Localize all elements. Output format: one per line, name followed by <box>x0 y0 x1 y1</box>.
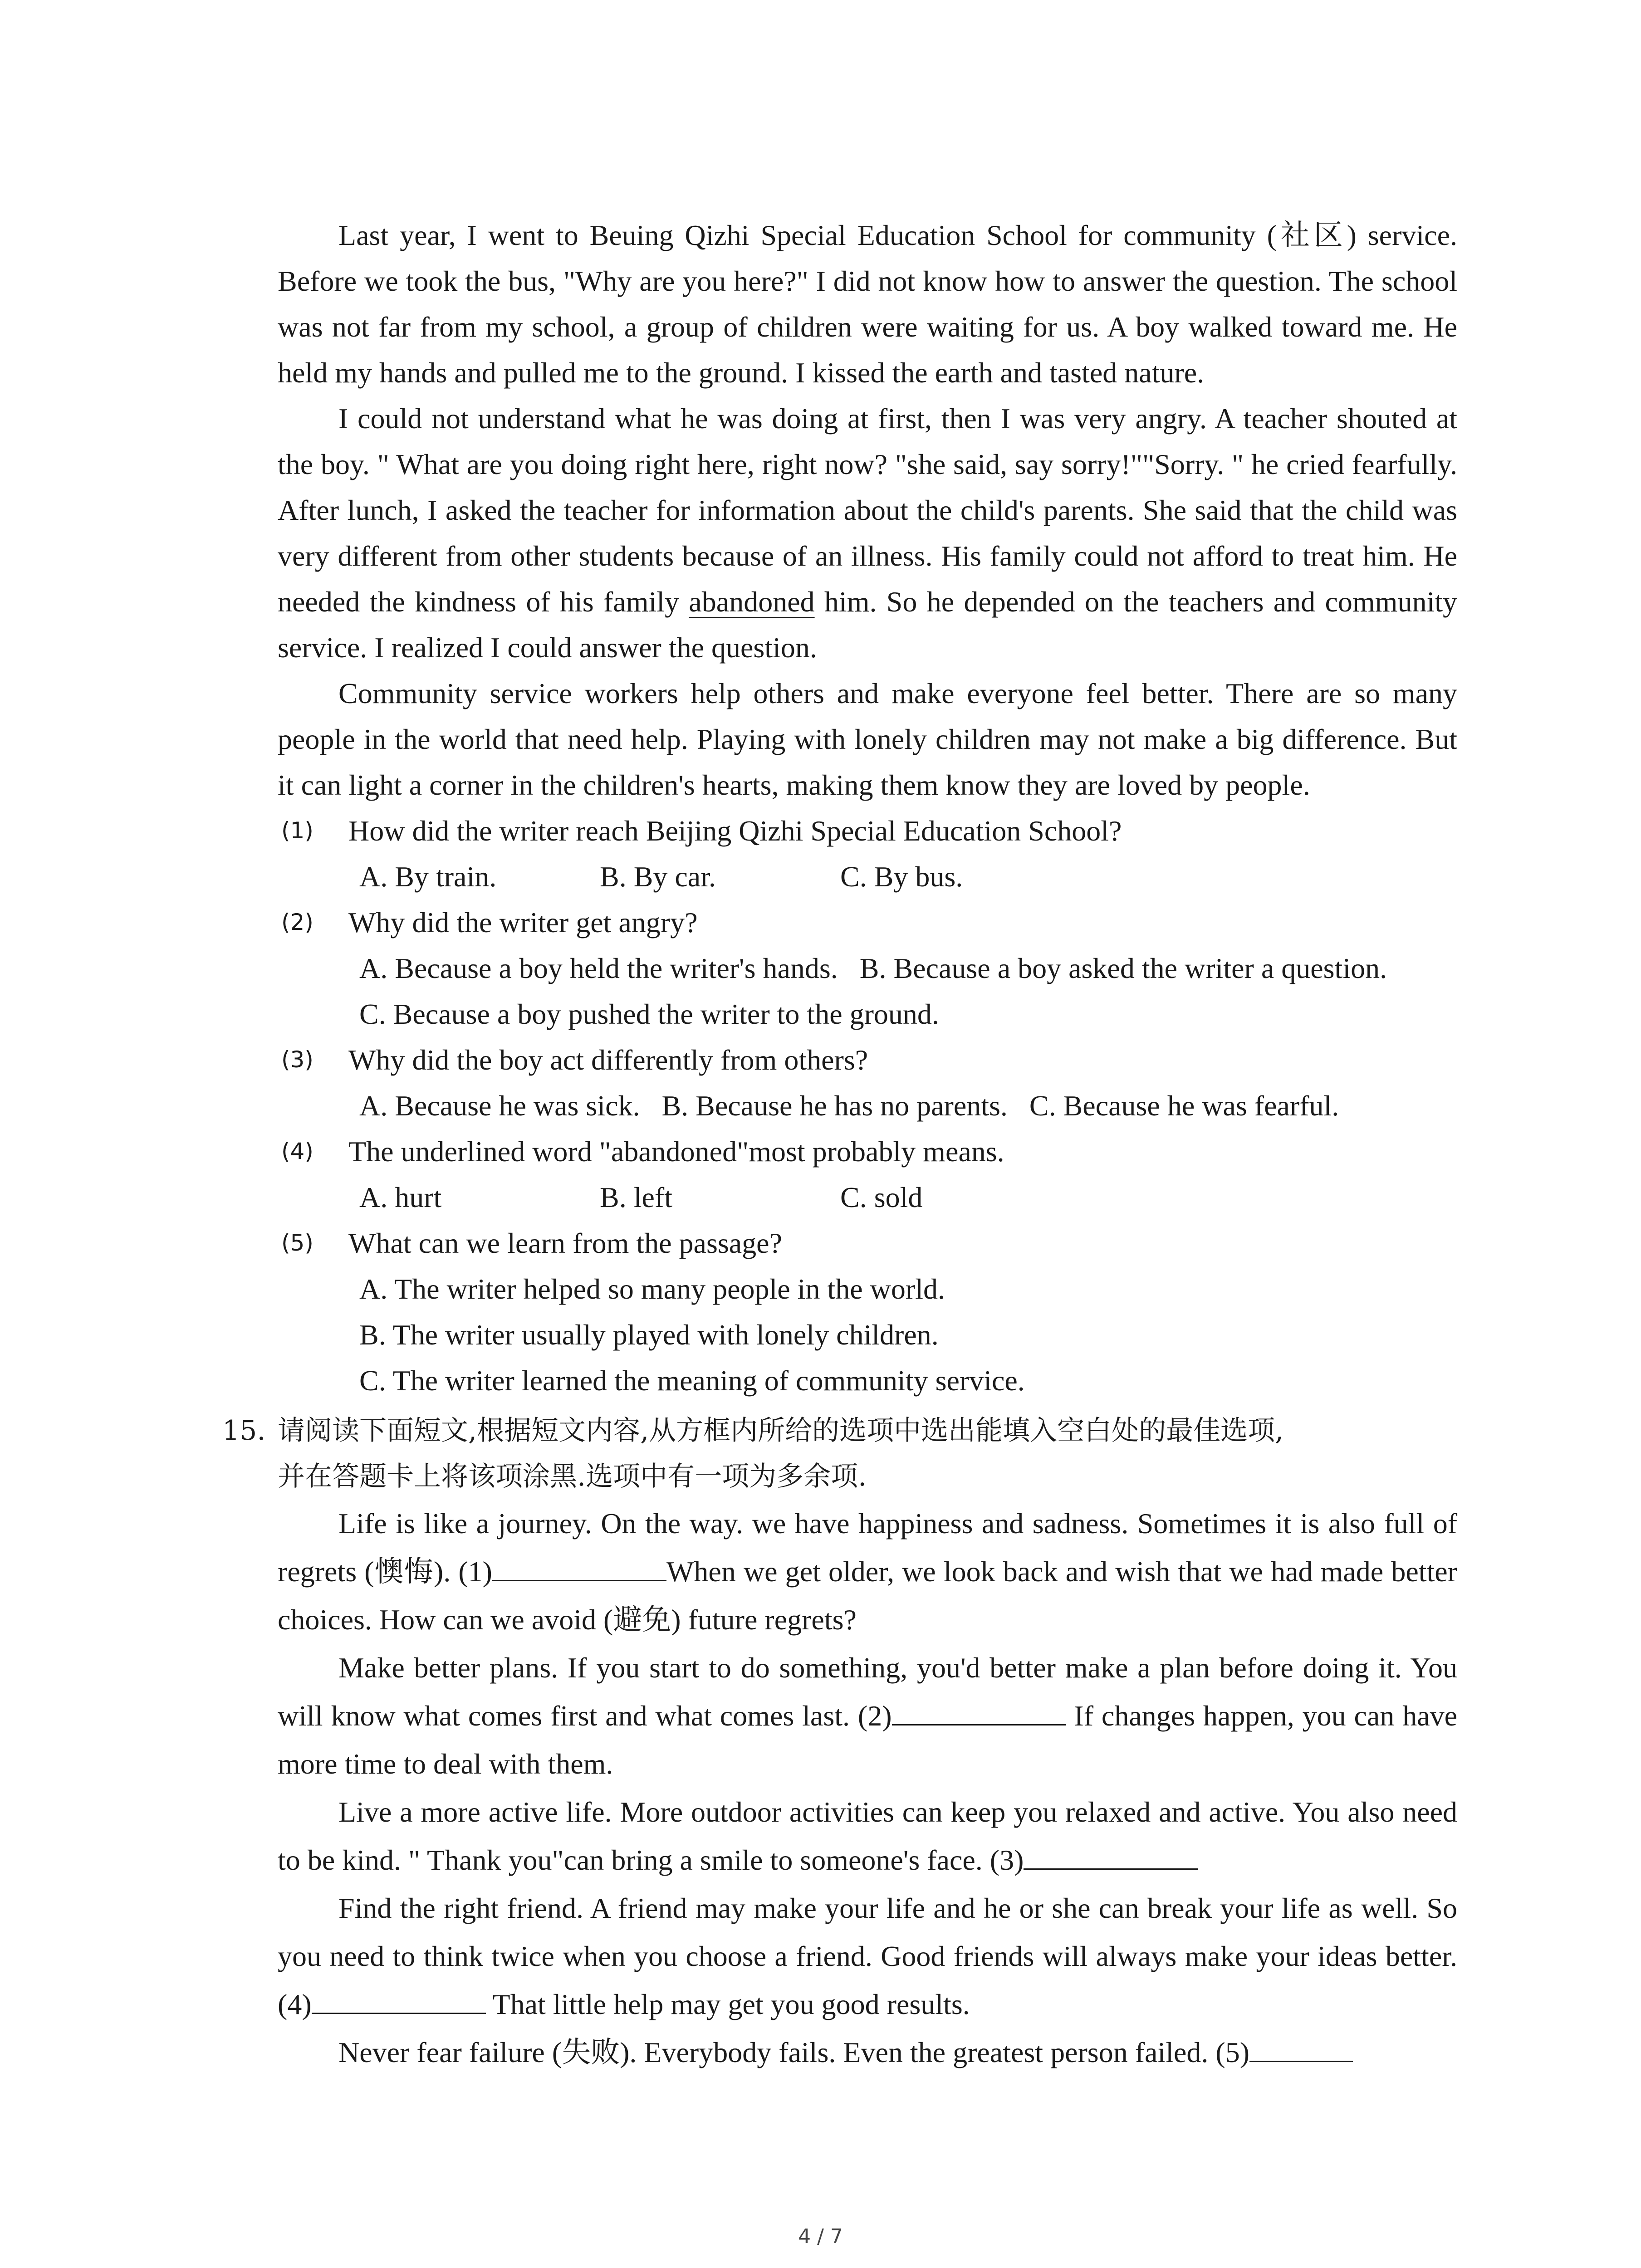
question-1 <box>278 808 1457 854</box>
paragraph-text: Never fear failure (失败). Everybody fails. Even the greatest person failed. (5) <box>338 2036 1250 2068</box>
question-5-option-b: B. The writer usually played with lonely children. <box>359 1319 939 1351</box>
answer-blank-5[interactable] <box>1249 2029 1353 2062</box>
page-content <box>222 212 1458 2077</box>
paragraph-text: Make better plans. If you start to do something, you'd better make a plan before doing it. You will know what comes first and what comes last. (2) <box>278 1652 1457 1732</box>
question-text: The underlined word "abandoned"most probably means. <box>348 1135 1004 1168</box>
option-b: B. Because a boy asked the writer a question. <box>859 952 1387 984</box>
section-15-paragraph-4 <box>278 1884 1457 2028</box>
passage-paragraph-2-start: I could not understand what he was doing at first, then I was very angry. A teacher shouted at the boy. " What are you doing right here, right now? "she said, say sorry!""Sorry. " he cried fearfully. After lunch, I asked the teacher for information about the child's parents. She said that the child was very different from other students because of an illness. His family could not afford to treat him. He needed the kindness of his family <box>278 402 1457 618</box>
question-number: (1) <box>281 817 314 844</box>
question-text: Why did the writer get angry? <box>348 906 698 938</box>
section-15-instruction-line-2: 并在答题卡上将该项涂黑.选项中有一项为多余项. <box>278 1461 867 1492</box>
option-c: C. Because a boy pushed the writer to the ground. <box>359 998 939 1030</box>
question-5-option-c: C. The writer learned the meaning of community service. <box>359 1364 1025 1397</box>
option-a: A. By train. <box>359 860 497 893</box>
section-15-paragraph-5 <box>278 2028 1457 2077</box>
question-4 <box>278 1129 1457 1174</box>
section-15-paragraph-1 <box>278 1500 1457 1644</box>
question-2 <box>278 899 1457 945</box>
passage-paragraph-2 <box>278 396 1457 670</box>
question-number: (3) <box>281 1046 314 1073</box>
page-number: 4 / 7 <box>798 2225 843 2248</box>
underlined-word: abandoned <box>689 586 815 618</box>
paragraph-text: That little help may get you good results. <box>485 1988 970 2020</box>
option-a: A. hurt <box>359 1181 442 1213</box>
question-3-options <box>278 1083 1457 1129</box>
question-number: (5) <box>281 1230 314 1256</box>
answer-blank-1[interactable] <box>492 1548 666 1581</box>
answer-blank-4[interactable] <box>312 1981 486 2014</box>
question-number: (2) <box>281 909 314 935</box>
question-5 <box>278 1220 1457 1266</box>
question-number: (4) <box>281 1138 314 1164</box>
option-c: C. sold <box>840 1181 923 1213</box>
paragraph-text: Life is like a journey. On the way. we have happiness and sadness. Sometimes it is also full of regrets (懊悔). (1) <box>278 1507 1457 1588</box>
option-c: C. By bus. <box>840 860 963 893</box>
answer-blank-3[interactable] <box>1024 1837 1198 1870</box>
section-15-paragraph-2 <box>278 1644 1457 1788</box>
question-5-option-a: A. The writer helped so many people in the world. <box>359 1273 945 1305</box>
question-text: Why did the boy act differently from others? <box>348 1044 868 1076</box>
section-number: 15. <box>222 1415 266 1447</box>
section-15-instruction <box>222 1408 1457 1454</box>
question-2-options-line2 <box>278 991 1457 1037</box>
question-1-options <box>278 854 1457 899</box>
option-c: C. Because he was fearful. <box>1029 1090 1339 1122</box>
question-3 <box>278 1037 1457 1083</box>
paragraph-text: If changes happen, you can have more time to deal with them. <box>278 1700 1458 1780</box>
paragraph-text: When we get older, we look back and wish that we had made better choices. How can we avoid (避免) future regrets? <box>278 1555 1457 1636</box>
passage-paragraph-3: Community service workers help others and make everyone feel better. There are so many people in the world that need help. Playing with lonely children may not make a big difference. But it can light a corner in the children's hearts, making them know they are loved by people. <box>278 677 1457 801</box>
section-15-paragraph-3 <box>278 1788 1457 1884</box>
option-a: A. Because a boy held the writer's hands. <box>359 952 838 984</box>
answer-blank-2[interactable] <box>892 1692 1066 1725</box>
option-a: A. Because he was sick. <box>359 1090 640 1122</box>
question-text: What can we learn from the passage? <box>348 1227 782 1259</box>
question-4-options <box>278 1174 1457 1220</box>
question-2-options <box>278 945 1457 991</box>
question-text: How did the writer reach Beijing Qizhi Special Education School? <box>348 815 1122 847</box>
option-b: B. left <box>600 1181 672 1213</box>
passage-paragraph-2-end: him. So he depended on the teachers and community service. I realized I could answer the question. <box>278 586 1458 664</box>
paragraph-text: Find the right friend. A friend may make your life and he or she can break your life as well. So you need to think twice when you choose a friend. Good friends will always make your ideas better. (4) <box>278 1892 1457 2020</box>
paragraph-text: Live a more active life. More outdoor activities can keep you relaxed and active. You also need to be kind. " Thank you"can bring a smile to someone's face. (3) <box>278 1796 1457 1876</box>
instruction-line-1: 请阅读下面短文,根据短文内容,从方框内所给的选项中选出能填入空白处的最佳选项, <box>278 1415 1284 1447</box>
option-b: B. Because he has no parents. <box>661 1090 1008 1122</box>
option-b: B. By car. <box>600 860 716 893</box>
passage-paragraph-1: Last year, I went to Beuing Qizhi Special Education School for community (社区) service. Before we took the bus, "Why are you here?" I did not know how to answer the question. The school was not far from my school, a group of children were waiting for us. A boy walked toward me. He held my hands and pulled me to the ground. I kissed the earth and tasted nature. <box>278 219 1457 389</box>
